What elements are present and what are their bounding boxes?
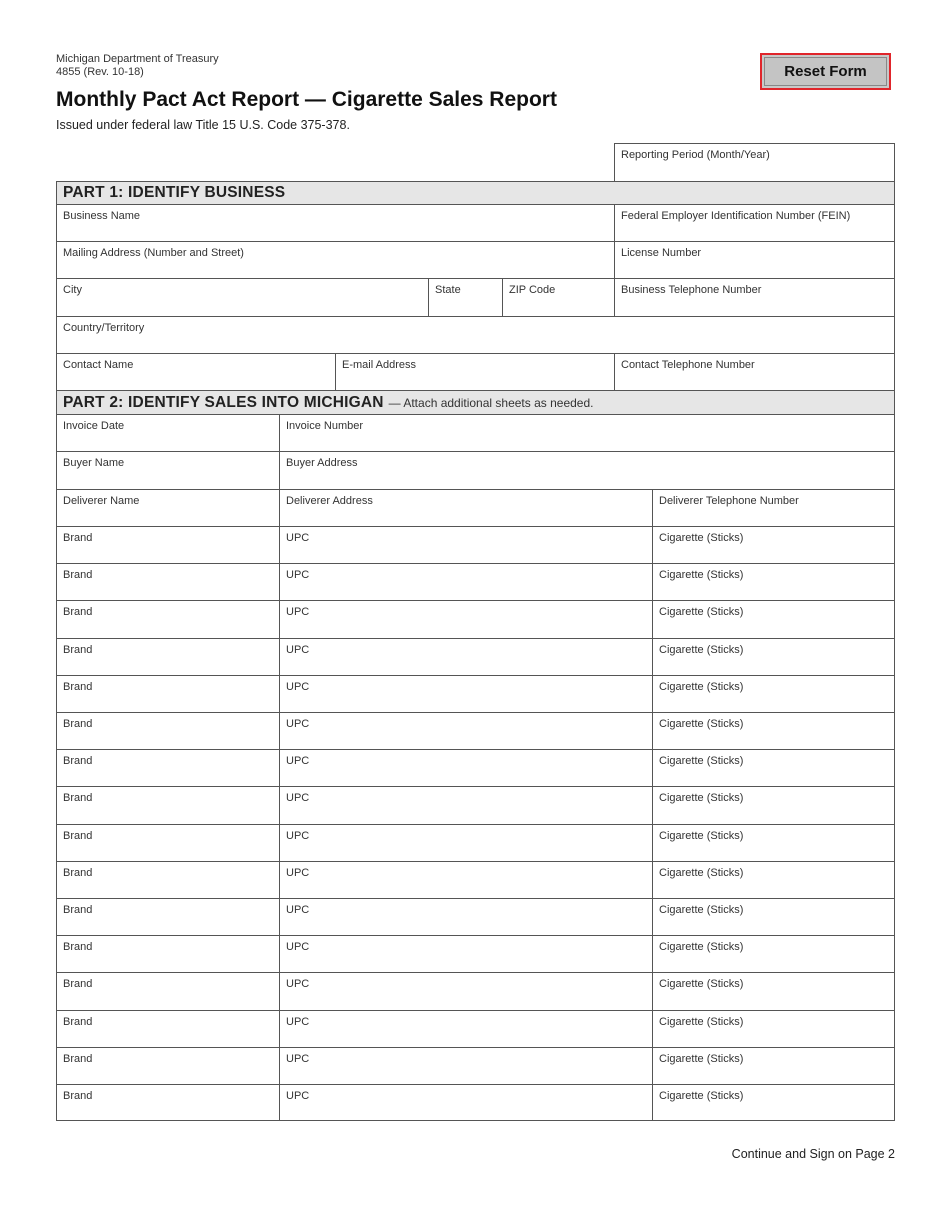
agency-block — [56, 53, 219, 79]
cigarette-sticks-field[interactable] — [652, 972, 895, 1009]
brand-field[interactable] — [56, 600, 279, 637]
cigarette-sticks-label: Cigarette (Sticks) — [659, 792, 744, 805]
upc-label: UPC — [286, 532, 310, 544]
email-field[interactable] — [335, 353, 614, 390]
contact-name-field[interactable] — [56, 353, 335, 390]
upc-field[interactable] — [279, 898, 652, 935]
cigarette-sticks-label: Cigarette (Sticks) — [659, 606, 744, 619]
cigarette-sticks-field[interactable] — [652, 749, 895, 786]
cigarette-sticks-field[interactable] — [652, 675, 895, 712]
upc-label: UPC — [286, 978, 310, 991]
reset-form-button[interactable]: Reset Form — [764, 57, 887, 86]
upc-field[interactable] — [279, 712, 652, 749]
upc-field[interactable] — [279, 675, 652, 712]
business-name-label: Business Name — [63, 210, 141, 222]
contact-name-label: Contact Name — [63, 359, 134, 371]
deliverer-phone-field[interactable] — [652, 489, 895, 526]
cigarette-sticks-field[interactable] — [652, 712, 895, 749]
cigarette-sticks-label: Cigarette (Sticks) — [659, 866, 744, 879]
buyer-name-label: Buyer Name — [63, 457, 125, 469]
upc-field[interactable] — [279, 1010, 652, 1047]
brand-label: Brand — [63, 755, 93, 768]
brand-field[interactable] — [56, 972, 279, 1009]
cigarette-sticks-label: Cigarette (Sticks) — [659, 643, 744, 656]
page-title: Monthly Pact Act Report — Cigarette Sales Report — [56, 88, 557, 111]
brand-field[interactable] — [56, 1010, 279, 1047]
cigarette-sticks-label: Cigarette (Sticks) — [659, 1015, 744, 1028]
upc-field[interactable] — [279, 824, 652, 861]
buyer-name-field[interactable] — [56, 451, 279, 489]
brand-label: Brand — [63, 680, 93, 693]
invoice-number-field[interactable] — [279, 414, 895, 451]
brand-field[interactable] — [56, 898, 279, 935]
brand-label: Brand — [63, 978, 93, 991]
upc-field[interactable] — [279, 749, 652, 786]
reporting-period-label: Reporting Period (Month/Year) — [621, 149, 770, 161]
brand-field[interactable] — [56, 749, 279, 786]
cigarette-sticks-field[interactable] — [652, 898, 895, 935]
brand-field[interactable] — [56, 712, 279, 749]
cigarette-sticks-label: Cigarette (Sticks) — [659, 978, 744, 991]
upc-field[interactable] — [279, 786, 652, 823]
deliverer-name-label: Deliverer Name — [63, 495, 140, 507]
cigarette-sticks-field[interactable] — [652, 861, 895, 898]
cigarette-sticks-label: Cigarette (Sticks) — [659, 718, 744, 730]
cigarette-sticks-field[interactable] — [652, 935, 895, 972]
reset-form-button-frame[interactable] — [760, 53, 891, 90]
cigarette-sticks-field[interactable] — [652, 1084, 895, 1121]
upc-label: UPC — [286, 866, 310, 879]
cigarette-sticks-field[interactable] — [652, 786, 895, 823]
fein-field[interactable] — [614, 204, 895, 241]
brand-field[interactable] — [56, 824, 279, 861]
page-subtitle: Issued under federal law Title 15 U.S. Code 375-378. — [56, 118, 350, 132]
brand-label: Brand — [63, 1015, 93, 1028]
deliverer-phone-label: Deliverer Telephone Number — [659, 495, 799, 507]
upc-label: UPC — [286, 904, 310, 916]
brand-label: Brand — [63, 1052, 93, 1065]
city-label: City — [63, 284, 82, 296]
license-number-field[interactable] — [614, 241, 895, 278]
part1-header — [56, 181, 895, 204]
upc-field[interactable] — [279, 1084, 652, 1121]
agency-name: Michigan Department of Treasury — [56, 53, 219, 65]
invoice-date-label: Invoice Date — [63, 420, 125, 432]
mailing-address-label: Mailing Address (Number and Street) — [63, 247, 244, 259]
upc-label: UPC — [286, 606, 310, 619]
buyer-address-field[interactable] — [279, 451, 895, 489]
invoice-date-field[interactable] — [56, 414, 279, 451]
upc-label: UPC — [286, 829, 310, 842]
cigarette-sticks-field[interactable] — [652, 526, 895, 563]
email-label: E-mail Address — [342, 359, 416, 371]
fein-label: Federal Employer Identification Number (FEIN) — [621, 210, 851, 222]
business-name-field[interactable] — [56, 204, 614, 241]
upc-label: UPC — [286, 755, 310, 768]
buyer-address-label: Buyer Address — [286, 457, 358, 469]
zip-code-label: ZIP Code — [509, 284, 556, 296]
cigarette-sticks-label: Cigarette (Sticks) — [659, 829, 744, 842]
cigarette-sticks-label: Cigarette (Sticks) — [659, 755, 744, 768]
brand-field[interactable] — [56, 861, 279, 898]
part2-heading: PART 2: IDENTIFY SALES INTO MICHIGAN — [63, 393, 384, 411]
upc-field[interactable] — [279, 638, 652, 675]
brand-label: Brand — [63, 941, 93, 954]
deliverer-address-field[interactable] — [279, 489, 652, 526]
upc-field[interactable] — [279, 972, 652, 1009]
country-field[interactable] — [56, 316, 895, 353]
brand-label: Brand — [63, 718, 93, 730]
reporting-period-field[interactable] — [614, 143, 895, 181]
form-body — [56, 143, 895, 1123]
brand-label: Brand — [63, 643, 93, 656]
cigarette-sticks-field[interactable] — [652, 600, 895, 637]
brand-label: Brand — [63, 1090, 93, 1102]
brand-label: Brand — [63, 866, 93, 879]
cigarette-sticks-label: Cigarette (Sticks) — [659, 904, 744, 916]
deliverer-address-label: Deliverer Address — [286, 495, 373, 507]
brand-field[interactable] — [56, 1084, 279, 1121]
cigarette-sticks-field[interactable] — [652, 638, 895, 675]
cigarette-sticks-field[interactable] — [652, 824, 895, 861]
brand-field[interactable] — [56, 786, 279, 823]
cigarette-sticks-label: Cigarette (Sticks) — [659, 941, 744, 954]
upc-label: UPC — [286, 1090, 310, 1102]
upc-label: UPC — [286, 1015, 310, 1028]
upc-field[interactable] — [279, 600, 652, 637]
brand-label: Brand — [63, 569, 93, 582]
part2-note: — Attach additional sheets as needed. — [388, 395, 594, 410]
upc-label: UPC — [286, 680, 310, 693]
brand-label: Brand — [63, 606, 93, 619]
upc-label: UPC — [286, 792, 310, 805]
brand-field[interactable] — [56, 675, 279, 712]
upc-label: UPC — [286, 643, 310, 656]
brand-field[interactable] — [56, 1047, 279, 1084]
continue-note: Continue and Sign on Page 2 — [731, 1147, 895, 1161]
brand-label: Brand — [63, 792, 93, 805]
state-label: State — [435, 284, 461, 296]
cigarette-sticks-label: Cigarette (Sticks) — [659, 680, 744, 693]
cigarette-sticks-label: Cigarette (Sticks) — [659, 569, 744, 582]
upc-label: UPC — [286, 569, 310, 582]
cigarette-sticks-field[interactable] — [652, 1047, 895, 1084]
brand-label: Brand — [63, 904, 93, 916]
country-label: Country/Territory — [63, 322, 145, 334]
brand-field[interactable] — [56, 935, 279, 972]
upc-field[interactable] — [279, 526, 652, 563]
license-number-label: License Number — [621, 247, 702, 259]
contact-phone-label: Contact Telephone Number — [621, 359, 755, 371]
brand-label: Brand — [63, 532, 93, 544]
brand-field[interactable] — [56, 563, 279, 600]
brand-label: Brand — [63, 829, 93, 842]
part1-heading: PART 1: IDENTIFY BUSINESS — [63, 184, 286, 201]
upc-label: UPC — [286, 1052, 310, 1065]
upc-field[interactable] — [279, 563, 652, 600]
upc-label: UPC — [286, 941, 310, 954]
invoice-number-label: Invoice Number — [286, 420, 364, 432]
state-field[interactable] — [428, 278, 502, 316]
upc-field[interactable] — [279, 935, 652, 972]
cigarette-sticks-label: Cigarette (Sticks) — [659, 1052, 744, 1065]
upc-field[interactable] — [279, 861, 652, 898]
business-phone-field[interactable] — [614, 278, 895, 316]
zip-code-field[interactable] — [502, 278, 614, 316]
deliverer-name-field[interactable] — [56, 489, 279, 526]
part2-header — [56, 390, 895, 414]
mailing-address-field[interactable] — [56, 241, 614, 278]
contact-phone-field[interactable] — [614, 353, 895, 390]
cigarette-sticks-label: Cigarette (Sticks) — [659, 532, 744, 544]
brand-field[interactable] — [56, 526, 279, 563]
cigarette-sticks-label: Cigarette (Sticks) — [659, 1090, 744, 1102]
business-phone-label: Business Telephone Number — [621, 284, 762, 296]
cigarette-sticks-field[interactable] — [652, 563, 895, 600]
upc-label: UPC — [286, 718, 310, 730]
form-number: 4855 (Rev. 10-18) — [56, 66, 144, 78]
brand-field[interactable] — [56, 638, 279, 675]
city-field[interactable] — [56, 278, 428, 316]
upc-field[interactable] — [279, 1047, 652, 1084]
cigarette-sticks-field[interactable] — [652, 1010, 895, 1047]
